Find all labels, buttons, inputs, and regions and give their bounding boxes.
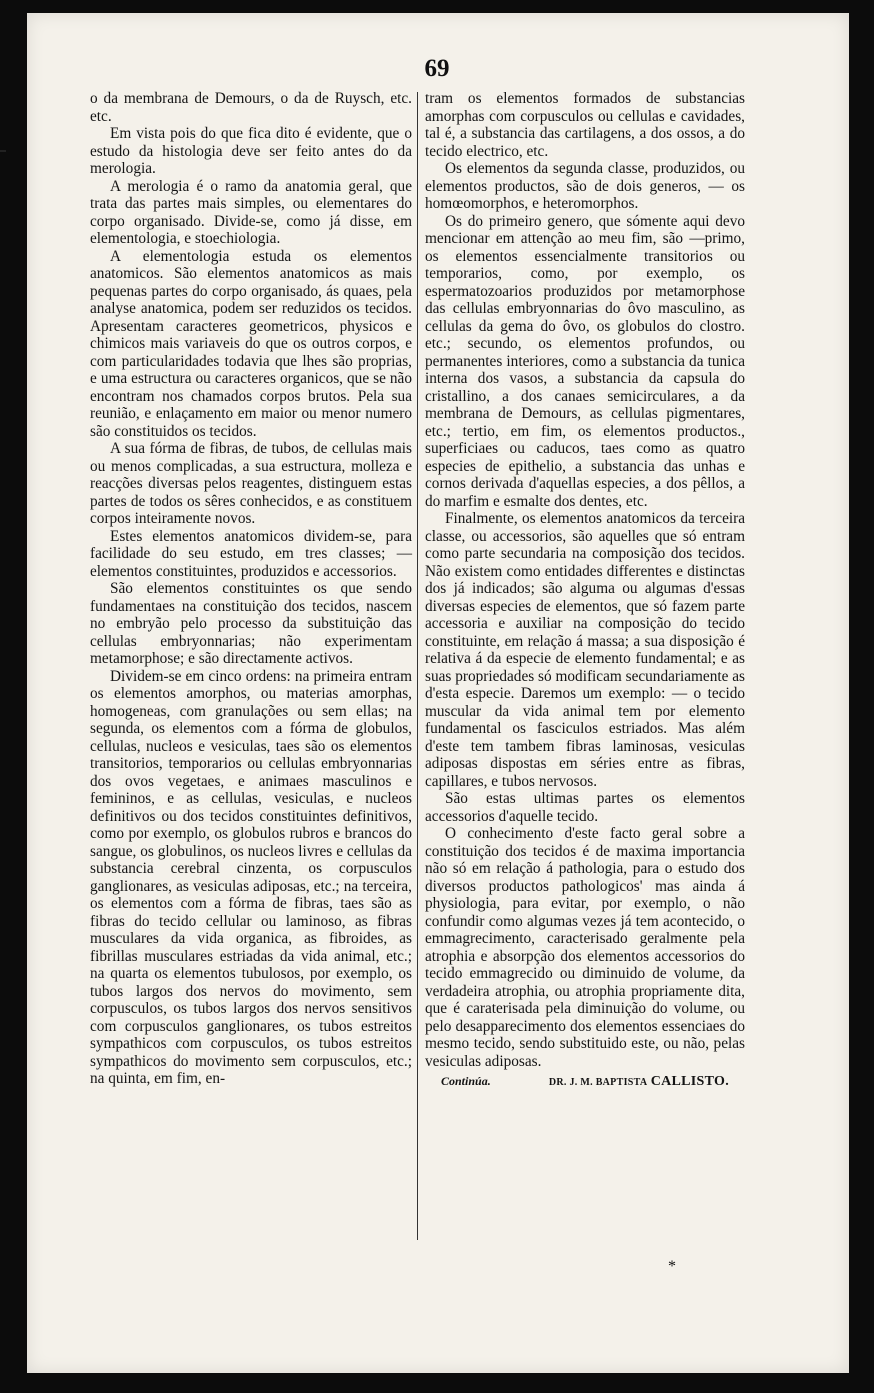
paragraph: Estes elementos anatomicos dividem-se, para facilidade do seu estudo, em tres classes; —elementos constituintes, produzidos e accessorios. (90, 527, 412, 580)
paragraph: Finalmente, os elementos anatomicos da terceira classe, ou accessorios, são aquelles que só entram como parte secundaria na composição dos tecidos. Não existem como entidades differentes e distinctas dos já indicados; são alguma ou algumas d'essas diversas especies de elementos, que só fazem parte accessoria e auxiliar na composição do tecido constituinte, em relação á massa; a sua disposição é relativa á da especie de elemento fundamental; e as suas propriedades só modificam secundariamente as d'esta especie. Daremos um exemplo: — o tecido muscular da vida animal tem por elemento fundamental os fasciculos estriados. Mas além d'este tem tambem fibras laminosas, vesiculas adiposas dispostas em séries entre as fibras, capillares, e tubos nervosos. (425, 510, 745, 790)
signature-line (425, 1073, 745, 1092)
paragraph: São estas ultimas partes os elementos accessorios d'aquelle tecido. (425, 790, 745, 825)
paragraph: Em vista pois do que fica dito é evidente, que o estudo da histologia deve ser feito antes do da merologia. (90, 125, 412, 177)
paragraph: A merologia é o ramo da anatomia geral, que trata das partes mais simples, ou elementares do corpo organisado. Divide-se, como já disse, em elementologia, e stoechiologia. (90, 177, 412, 247)
column-divider (417, 92, 418, 1240)
author-name: CALLISTO. (650, 1074, 729, 1089)
author-signature (549, 1073, 729, 1092)
paragraph: O conhecimento d'este facto geral sobre a constituição dos tecidos é de maxima importancia não só em relação á pathologia, para o estudo dos diversos productos pathologicos' mas ainda á physiologia, para evitar, por exemplo, o não confundir como algumas vezes já tem acontecido, o emmagrecimento, caracterisado geralmente pela atrophia e absorpção dos elementos accessorios do tecido emmagrecido ou diminuido de volume, da verdadeira atrophia, ou atrophia propriamente dita, que é caraterisada pela diminuição do volume, ou pelo desapparecimento dos elementos essenciaes do mesmo tecido, sendo substituido este, ou não, pelas vesiculas adiposas. (425, 825, 745, 1070)
paragraph: São elementos constituintes os que sendo fundamentaes na constituição dos tecidos, nascem no embryão pelo processo da substituição das cellulas embryonnarias; não experimentam metamorphose; e são directamente activos. (90, 580, 412, 667)
paragraph: o da membrana de Demours, o da de Ruysch, etc. etc. (90, 90, 412, 125)
author-prefix: DR. J. M. BAPTISTA (548, 1077, 648, 1088)
page-number: 69 (424, 55, 450, 82)
paragraph: Dividem-se em cinco ordens: na primeira entram os elementos amorphos, ou materias amorphas, homogeneas, com granulações ou sem ellas; na segunda, os elementos com a fórma de globulos, cellulas, nucleos e vesiculas, taes são os elementos transitorios, temporarios ou cellulas embryonnarias dos ovos vegetaes, e animaes masculinos e femininos, e as cellulas, vesiculas, e nucleos definitivos ou dos tecidos constituintes definitivos, como por exemplo, os globulos rubros e brancos do sangue, os globulinos, os nucleos livres e cellulas da substancia cerebral cinzenta, os corpusculos ganglionares, as vesiculas adiposas, etc.; na terceira, os elementos com a fórma de fibras, taes são as fibras do tecido cellular ou laminoso, as fibras musculares da vida organica, as fibroides, as fibrillas musculares estriadas da vida animal, etc.; na quarta os elementos tubulosos, por exemplo, os tubos largos dos nervos do movimento, sem corpusculos, os tubos largos dos nervos sensitivos com corpusculos ganglionares, os tubos estreitos sympathicos com corpusculos, os tubos estreitos sympathicos do movimento sem corpusculos, etc.; na quinta, em fim, en- (90, 667, 412, 1087)
paragraph: Os do primeiro genero, que sómente aqui devo mencionar em attenção ao meu fim, são —primo, os elementos essencialmente transitorios ou temporarios, como, por exemplo, os espermatozoarios produzidos por metamorphose das cellulas embryonnarias do ôvo masculino, as cellulas da gema do ôvo, os globulos do clostro. etc.; secundo, os elementos profundos, ou permanentes interiores, como a substancia da tunica interna dos vasos, a substancia da capsula do cristallino, a dos canaes semicirculares, a da membrana de Demours, as cellulas pigmentares, etc.; tertio, em fim, os elementos productos., superficiaes ou caducos, taes como as quatro especies de epithelio, a substancia das unhas e cornos derivada d'aquellas especies, a dos pêllos, a do marfim e esmalte dos dentes, etc. (425, 212, 745, 510)
paragraph: tram os elementos formados de substancias amorphas com corpusculos ou cellulas e cavidades, tal é, a substancia das cartilagens, a dos ossos, a do tecido electrico, etc. (425, 90, 745, 160)
asterisk-mark: * (668, 1258, 676, 1275)
paragraph: A elementologia estuda os elementos anatomicos. São elementos anatomicos as mais pequenas partes do corpo organisado, ás quaes, pela analyse anatomica, podem ser reduzidos os tecidos. Apresentam caracteres geometricos, physicos e chimicos mais variaveis do que os outros corpos, e com particularidades todavia que lhes são proprias, e uma estructura ou caracteres organicos, que se não encontram nos chamados corpos brutos. Pela sua reunião, e enlaçamento em maior ou menor numero são constituidos os tecidos. (90, 247, 412, 440)
continua-label: Continúa. (441, 1074, 491, 1088)
edge-mark (0, 150, 6, 152)
paragraph: Os elementos da segunda classe, produzidos, ou elementos productos, são de dois generos, — os homœomorphos, e heteromorphos. (425, 160, 745, 212)
left-column (90, 90, 412, 1088)
paragraph: A sua fórma de fibras, de tubos, de cellulas mais ou menos complicadas, a sua estructura, molleza e reacções diversas pelos reagentes, distinguem estas partes de todos os sêres conhecidos, e as constituem corpos inteiramente novos. (90, 440, 412, 527)
right-column (425, 90, 745, 1092)
